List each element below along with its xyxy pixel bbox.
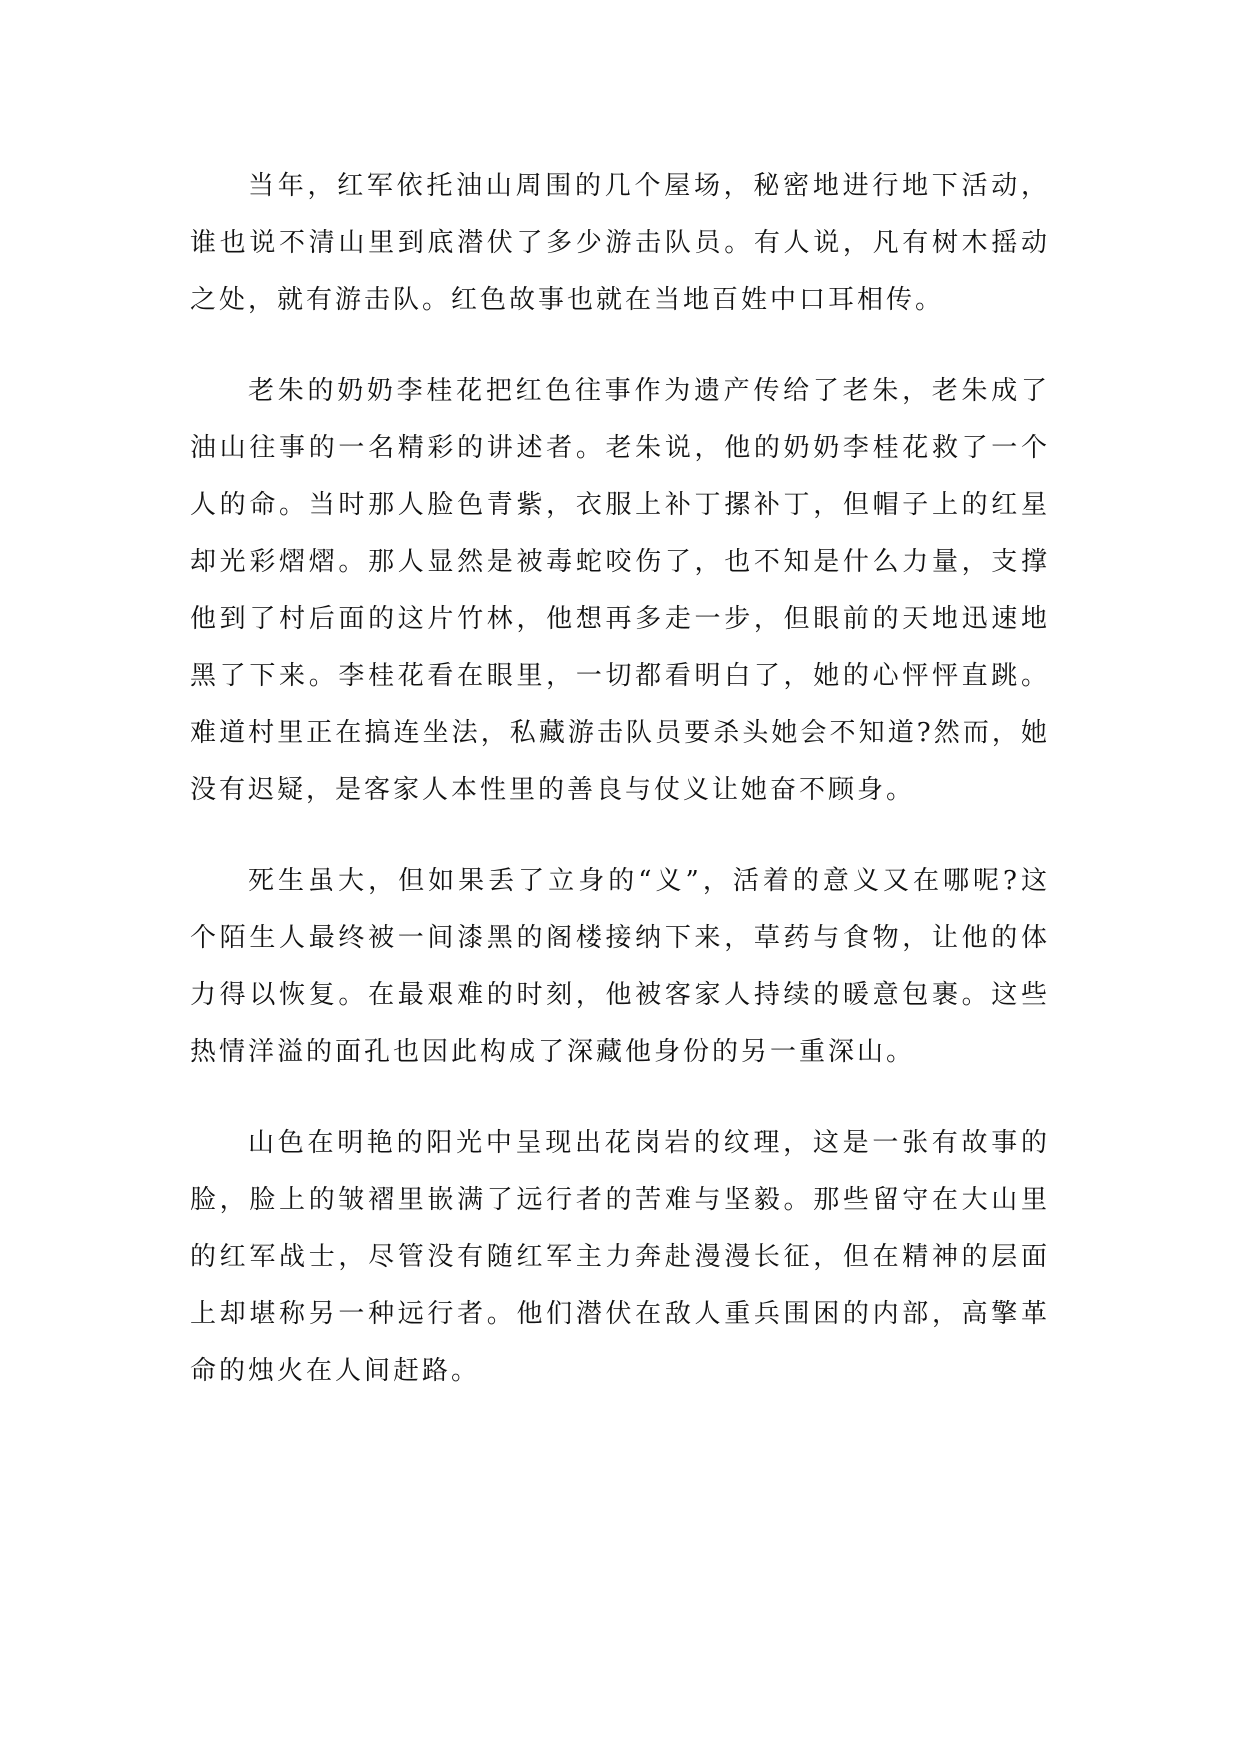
paragraph-1: 当年，红军依托油山周围的几个屋场，秘密地进行地下活动，谁也说不清山里到底潜伏了多少游击队员。有人说，凡有树木摇动之处，就有游击队。红色故事也就在当地百姓中口耳相传。 [190, 171, 1050, 315]
paragraph-2: 老朱的奶奶李桂花把红色往事作为遗产传给了老朱，老朱成了油山往事的一名精彩的讲述者。老朱说，他的奶奶李桂花救了一个人的命。当时那人脸色青紫，衣服上补丁摞补丁，但帽子上的红星却光彩熠熠。那人显然是被毒蛇咬伤了，也不知是什么力量，支撑他到了村后面的这片竹林，他想再多走一步，但眼前的天地迅速地黑了下来。李桂花看在眼里，一切都看明白了，她的心怦怦直跳。难道村里正在搞连坐法，私藏游击队员要杀头她会不知道?然而，她没有迟疑，是客家人本性里的善良与仗义让她奋不顾身。 [190, 376, 1050, 805]
paragraph-3: 死生虽大，但如果丢了立身的“义”，活着的意义又在哪呢?这个陌生人最终被一间漆黑的阁楼接纳下来，草药与食物，让他的体力得以恢复。在最艰难的时刻，他被客家人持续的暖意包裹。这些热情洋溢的面孔也因此构成了深藏他身份的另一重深山。 [190, 866, 1050, 1067]
paragraph-4: 山色在明艳的阳光中呈现出花岗岩的纹理，这是一张有故事的脸，脸上的皱褶里嵌满了远行者的苦难与坚毅。那些留守在大山里的红军战士，尽管没有随红军主力奔赴漫漫长征，但在精神的层面上却堪称另一种远行者。他们潜伏在敌人重兵围困的内部，高擎革命的烛火在人间赶路。 [190, 1128, 1050, 1386]
document-body [190, 158, 1050, 1434]
